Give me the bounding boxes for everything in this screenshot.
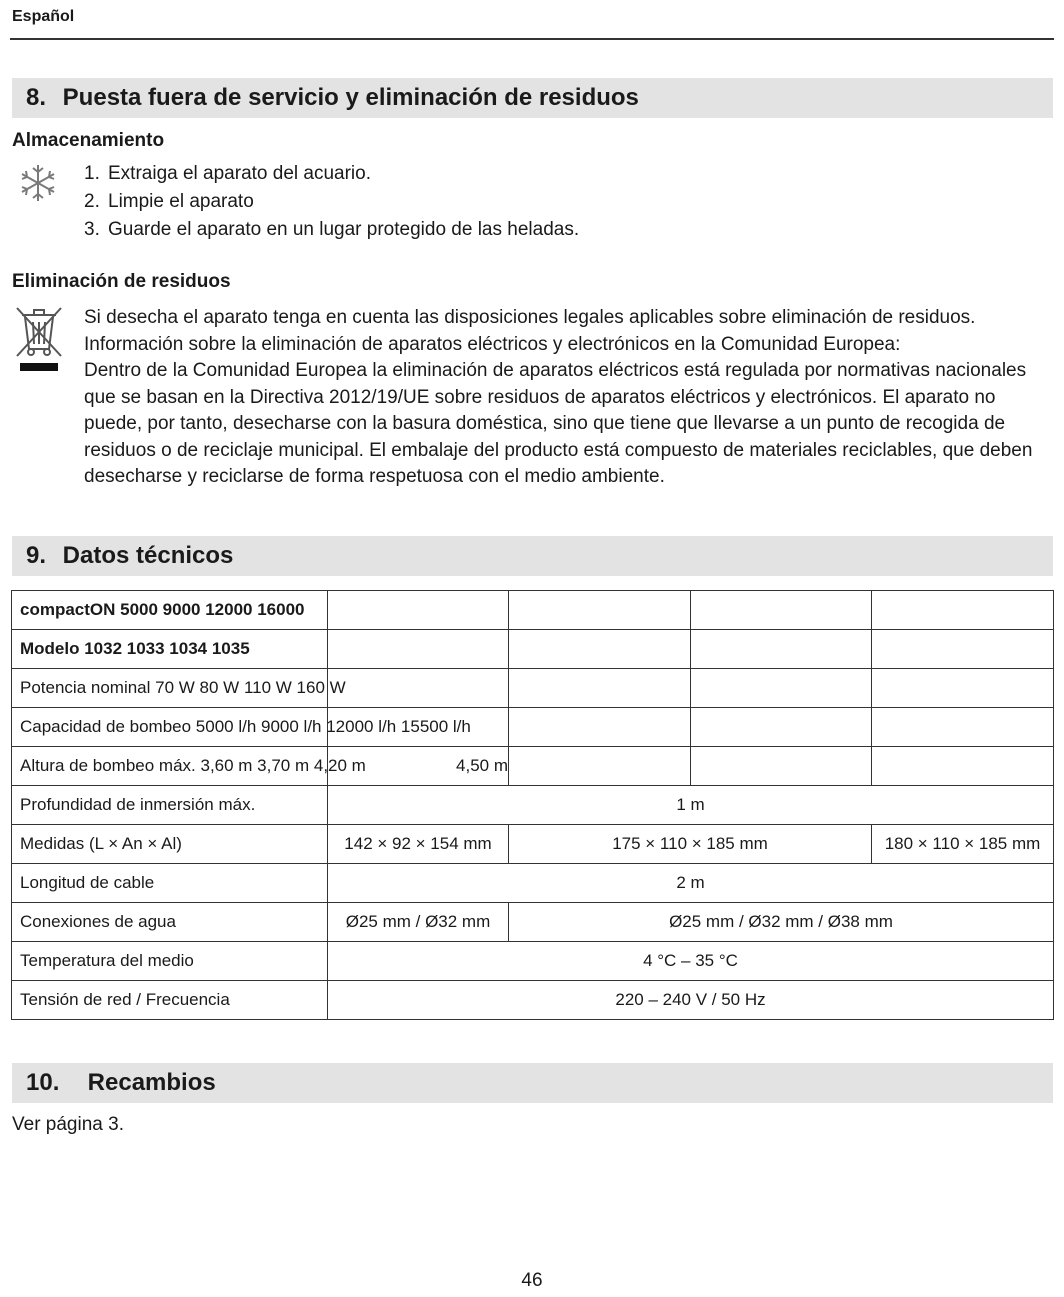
snowflake-icon [18, 163, 58, 208]
table-cell [509, 630, 691, 669]
table-cell: compactON 5000 9000 12000 16000 [12, 591, 328, 630]
disposal-heading: Eliminación de residuos [12, 271, 231, 292]
table-row [12, 786, 1054, 825]
table-cell: 1 m [328, 786, 1054, 825]
table-cell [691, 669, 872, 708]
table-cell: 175 × 110 × 185 mm [509, 825, 872, 864]
table-row [12, 591, 1054, 630]
header-divider [10, 38, 1054, 40]
storage-steps [84, 160, 579, 244]
section-8-number: 8. [26, 84, 47, 111]
section-9-number: 9. [26, 542, 47, 569]
table-cell: Temperatura del medio [12, 942, 328, 981]
page-number: 46 [521, 1270, 543, 1291]
table-row [12, 747, 1054, 786]
table-cell: 4 °C – 35 °C [328, 942, 1054, 981]
table-cell [691, 591, 872, 630]
table-cell: Profundidad de inmersión máx. [12, 786, 328, 825]
table-cell [691, 708, 872, 747]
table-cell: Potencia nominal 70 W 80 W 110 W 160 W [12, 669, 328, 708]
table-cell: 2 m [328, 864, 1054, 903]
section-9-title: Datos técnicos [62, 542, 234, 569]
table-cell [872, 708, 1054, 747]
table-cell [328, 669, 509, 708]
table-cell: 180 × 110 × 185 mm [872, 825, 1054, 864]
table-cell: 142 × 92 × 154 mm [328, 825, 509, 864]
disposal-intro: Si desecha el aparato tenga en cuenta las disposiciones legales aplicables sobre eliminación de residuos. Información sobre la eliminación de aparatos eléctricos y electrónicos en la Comunidad Europea: [84, 307, 976, 355]
table-cell [328, 630, 509, 669]
table-row [12, 825, 1054, 864]
table-cell: Modelo 1032 1033 1034 1035 [12, 630, 328, 669]
table-cell [691, 630, 872, 669]
table-cell [328, 591, 509, 630]
language-label: Español [12, 8, 75, 25]
crossed-bin-icon [14, 305, 64, 378]
table-row [12, 981, 1054, 1020]
table-cell: 220 – 240 V / 50 Hz [328, 981, 1054, 1020]
section-8-heading [12, 78, 1053, 118]
table-cell: Longitud de cable [12, 864, 328, 903]
spare-parts-text: Ver página 3. [12, 1114, 124, 1135]
section-9-heading [12, 536, 1053, 576]
table-row [12, 708, 1054, 747]
section-8-title: Puesta fuera de servicio y eliminación de residuos [62, 84, 639, 111]
list-item: 3. Guarde el aparato en un lugar protegido de las heladas. [84, 219, 580, 240]
table-cell: Capacidad de bombeo 5000 l/h 9000 l/h 12000 l/h 15500 l/h [12, 708, 328, 747]
section-10-number: 10. [26, 1069, 60, 1096]
list-item: 2. Limpie el aparato [84, 191, 254, 212]
table-row [12, 942, 1054, 981]
list-item: 1. Extraiga el aparato del acuario. [84, 163, 371, 184]
table-row [12, 903, 1054, 942]
table-cell: 4,50 m [328, 747, 509, 786]
table-cell [872, 669, 1054, 708]
table-cell: Tensión de red / Frecuencia [12, 981, 328, 1020]
table-cell: Ø25 mm / Ø32 mm [328, 903, 509, 942]
table-cell [509, 669, 691, 708]
table-cell: Ø25 mm / Ø32 mm / Ø38 mm [509, 903, 1054, 942]
table-cell [872, 630, 1054, 669]
disposal-body: Dentro de la Comunidad Europea la eliminación de aparatos eléctricos está regulada por normativas nacionales que se basan en la Directiva 2012/19/UE sobre residuos de aparatos eléctricos y electrónicos. El aparato no puede, por tanto, desecharse con la basura doméstica, sino que tiene que llevarse a un punto de recogida de residuos o de reciclaje municipal. El embalaje del producto está compuesto de materiales reciclables, que deben desecharse y reciclarse de forma respetuosa con el medio ambiente. [84, 360, 1033, 488]
table-cell [509, 591, 691, 630]
table-cell: Altura de bombeo máx. 3,60 m 3,70 m 4,20 m [12, 747, 328, 786]
table-cell [509, 747, 691, 786]
table-cell [691, 747, 872, 786]
table-row [12, 864, 1054, 903]
section-10-heading [12, 1063, 1053, 1103]
table-cell [509, 708, 691, 747]
storage-heading: Almacenamiento [12, 130, 165, 151]
table-cell [872, 591, 1054, 630]
table-cell: Medidas (L × An × Al) [12, 825, 328, 864]
section-10-title: Recambios [87, 1069, 216, 1096]
table-row [12, 669, 1054, 708]
technical-data-table [11, 590, 1054, 1020]
table-cell: Conexiones de agua [12, 903, 328, 942]
table-row [12, 630, 1054, 669]
table-cell [872, 747, 1054, 786]
